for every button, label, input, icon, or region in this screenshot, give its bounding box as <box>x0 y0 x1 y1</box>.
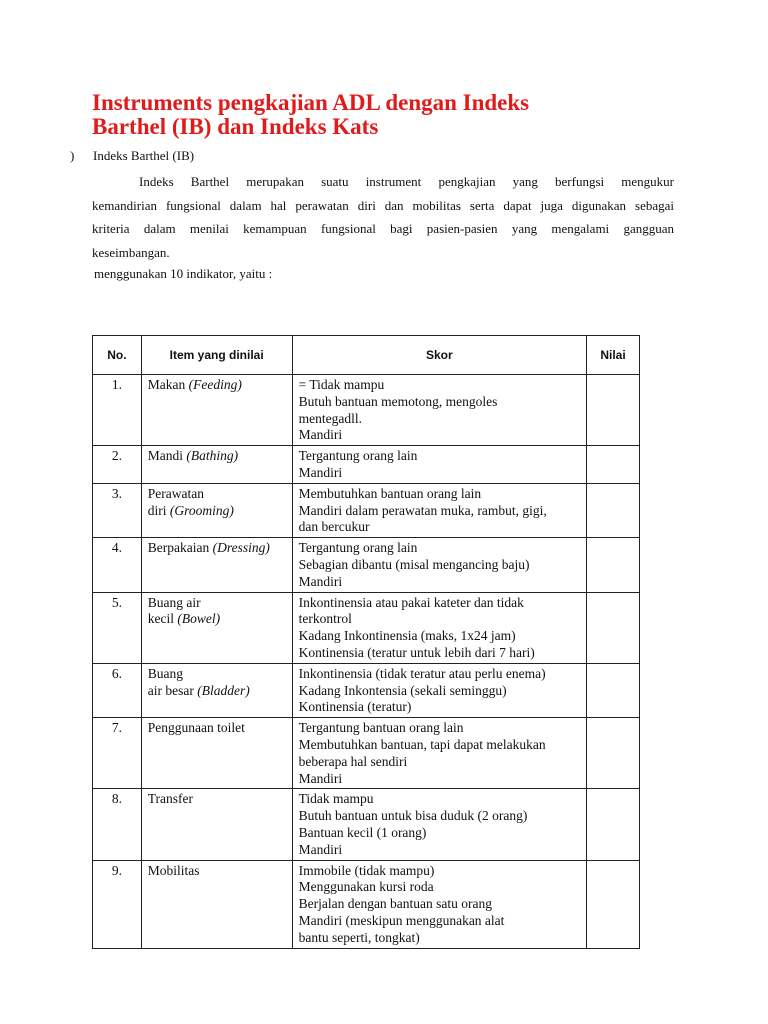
header-item: Item yang dinilai <box>141 336 292 375</box>
skor-option: Sebagian dibantu (misal mengancing baju) <box>298 556 530 572</box>
row-item <box>141 538 292 592</box>
row-item <box>141 446 292 484</box>
item-label-cont <box>148 611 288 628</box>
section-heading: Indeks Barthel (IB) <box>93 148 195 163</box>
row-skor <box>292 446 586 484</box>
header-skor: Skor <box>292 336 586 375</box>
skor-option: Tergantung orang lain <box>298 448 418 464</box>
item-label: Perawatan <box>147 485 204 501</box>
item-label-cont <box>148 683 288 700</box>
table-row <box>93 789 640 860</box>
row-item <box>141 483 292 537</box>
item-label: Makan <box>147 377 186 392</box>
row-skor <box>292 718 586 789</box>
row-number: 5. <box>93 592 142 663</box>
skor-option: Kontinensia (teratur) <box>298 699 412 715</box>
row-nilai[interactable] <box>587 663 640 717</box>
row-number: 6. <box>93 663 142 717</box>
header-no: No. <box>93 336 142 375</box>
paragraph-line: keseimbangan. <box>92 244 170 260</box>
skor-option: Bantuan kecil (1 orang) <box>298 824 427 840</box>
row-item <box>141 718 292 789</box>
table-row <box>93 375 640 446</box>
paragraph-line: Indeks Barthel merupakan suatu instrument pengkajian yang berfungsi mengukur <box>139 174 674 189</box>
row-number: 4. <box>93 538 142 592</box>
skor-option: Mandiri dalam perawatan muka, rambut, gigi, <box>298 502 547 518</box>
row-number: 3. <box>93 483 142 537</box>
skor-option: Butuh bantuan memotong, mengoles <box>298 393 498 409</box>
item-label: Buang <box>147 665 183 681</box>
paragraph-line: kriteria dalam menilai kemampuan fungsional bagi pasien-pasien yang mengalami gangguan <box>92 221 674 236</box>
item-english: (Grooming) <box>169 502 234 518</box>
row-skor <box>292 789 586 860</box>
row-item <box>141 375 292 446</box>
row-skor <box>292 483 586 537</box>
table-row <box>93 483 640 537</box>
skor-option: dan bercukur <box>298 519 370 535</box>
skor-option: Tidak mampu <box>298 791 374 807</box>
item-label: Berpakaian <box>147 540 210 556</box>
row-skor <box>292 592 586 663</box>
skor-option: Mandiri <box>298 427 343 443</box>
row-number: 1. <box>93 375 142 446</box>
table-body <box>93 375 640 949</box>
table-row <box>93 860 640 948</box>
skor-option: Inkontinensia (tidak teratur atau perlu enema) <box>298 665 546 681</box>
item-label: Transfer <box>147 791 193 807</box>
skor-option: Kontinensia (teratur untuk lebih dari 7 hari) <box>298 644 535 660</box>
row-item <box>141 789 292 860</box>
list-marker: ) <box>70 148 75 163</box>
table-row <box>93 592 640 663</box>
row-number: 7. <box>93 718 142 789</box>
skor-option: Tergantung bantuan orang lain <box>298 720 464 736</box>
item-english: (Feeding) <box>188 377 242 392</box>
skor-option: Mandiri <box>298 464 343 480</box>
skor-option: mentegadll. <box>298 410 362 426</box>
skor-option: Mandiri <box>298 573 343 589</box>
skor-option: Mandiri <box>298 841 343 857</box>
barthel-index-table <box>92 335 640 949</box>
skor-option: Inkontinensia atau pakai kateter dan tidak <box>298 594 524 610</box>
skor-option: bantu seperti, tongkat) <box>298 929 420 945</box>
row-nilai[interactable] <box>587 789 640 860</box>
row-nilai[interactable] <box>587 860 640 948</box>
table-row <box>93 663 640 717</box>
description-paragraph <box>92 170 674 264</box>
skor-option: beberapa hal sendiri <box>298 753 408 769</box>
row-nilai[interactable] <box>587 483 640 537</box>
row-item <box>141 592 292 663</box>
row-number: 8. <box>93 789 142 860</box>
item-english: (Dressing) <box>212 540 270 556</box>
skor-option: Butuh bantuan untuk bisa duduk (2 orang) <box>298 808 528 824</box>
row-item <box>141 663 292 717</box>
item-label: air besar <box>147 682 194 698</box>
row-nilai[interactable] <box>587 446 640 484</box>
skor-option: Membutuhkan bantuan orang lain <box>298 485 482 501</box>
skor-option: Tergantung orang lain <box>298 540 418 556</box>
item-english: (Bladder) <box>197 682 250 698</box>
item-english: (Bathing) <box>186 448 239 464</box>
row-nilai[interactable] <box>587 538 640 592</box>
item-label: kecil <box>147 611 174 627</box>
row-skor <box>292 860 586 948</box>
skor-option: = Tidak mampu <box>298 377 385 392</box>
skor-option: Membutuhkan bantuan, tapi dapat melakukan <box>298 736 546 752</box>
table-row <box>93 446 640 484</box>
table-row <box>93 718 640 789</box>
skor-option: Kadang Inkontinensia (maks, 1x24 jam) <box>298 628 516 644</box>
row-skor <box>292 375 586 446</box>
skor-option: Mandiri (meskipun menggunakan alat <box>298 912 505 928</box>
skor-option: Immobile (tidak mampu) <box>298 862 435 878</box>
skor-option: Mandiri <box>298 770 343 786</box>
document-title <box>92 91 692 139</box>
row-number: 9. <box>93 860 142 948</box>
item-label: Mandi <box>147 448 183 464</box>
skor-option: Menggunakan kursi roda <box>298 879 434 895</box>
intro-text: menggunakan 10 indikator, yaitu : <box>94 266 273 281</box>
title-line-2: Barthel (IB) dan Indeks Kats <box>92 114 379 139</box>
row-item <box>141 860 292 948</box>
row-nilai[interactable] <box>587 718 640 789</box>
item-label: Mobilitas <box>147 862 200 878</box>
header-nilai: Nilai <box>587 336 640 375</box>
skor-option: Kadang Inkontensia (sekali seminggu) <box>298 682 507 698</box>
skor-option: terkontrol <box>298 611 352 627</box>
row-nilai[interactable] <box>587 375 640 446</box>
item-label: Penggunaan toilet <box>147 720 245 736</box>
row-skor <box>292 663 586 717</box>
row-skor <box>292 538 586 592</box>
skor-option: Berjalan dengan bantuan satu orang <box>298 896 493 912</box>
row-nilai[interactable] <box>587 592 640 663</box>
item-label: Buang air <box>147 594 201 610</box>
item-english: (Bowel) <box>177 611 221 627</box>
table-row <box>93 538 640 592</box>
table-header-row <box>93 336 640 375</box>
paragraph-line: kemandirian fungsional dalam hal perawatan diri dan mobilitas serta dapat juga digunakan sebagai <box>92 197 674 213</box>
item-label-cont <box>148 503 288 520</box>
row-number: 2. <box>93 446 142 484</box>
title-line-1: Instruments pengkajian ADL dengan Indeks <box>92 90 530 115</box>
item-label: diri <box>147 502 167 518</box>
